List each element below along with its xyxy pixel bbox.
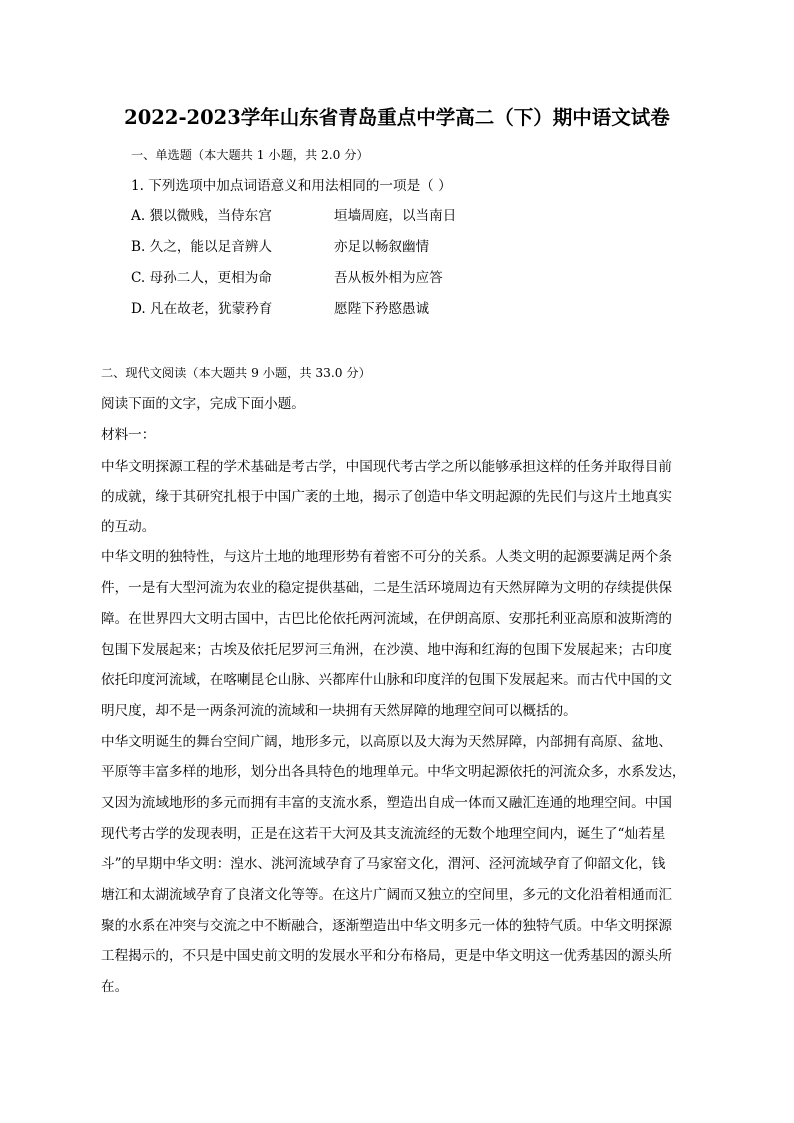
passage-line: 平原等丰富多样的地形，划分出各具特色的地理单元。中华文明起源依托的河流众多，水系发达，	[101, 764, 686, 780]
option-d-left: D. 凡在故老，犹蒙矜育	[131, 301, 273, 317]
option-a-row	[131, 206, 551, 226]
option-c-right: 吾从板外相为应答	[334, 270, 443, 286]
passage-line: 的互动。	[101, 519, 156, 535]
passage-line: 又因为流域地形的多元而拥有丰富的支流水系，塑造出自成一体而又融汇连通的地理空间。中国	[101, 795, 672, 811]
passage-line: 在。	[101, 979, 129, 995]
passage-line: 工程揭示的，不只是中国史前文明的发展水平和分布格局，更是中华文明这一优秀基因的源头所	[101, 948, 672, 964]
passage-line: 件，一是有大型河流为农业的稳定提供基础，二是生活环境周边有天然屏障为文明的存续提供保	[101, 580, 672, 596]
material-label: 材料一：	[101, 427, 156, 443]
passage-line: 障。在世界四大文明古国中，古巴比伦依托两河流域，在伊朗高原、安那托利亚高原和波斯湾的	[101, 611, 672, 627]
passage-line: 塘江和太湖流域孕育了良渚文化等等。在这片广阔而又独立的空间里，多元的文化沿着相通而汇	[101, 887, 672, 903]
passage-line: 斗”的早期中华文明：湟水、洮河流域孕育了马家窑文化，渭河、泾河流域孕育了仰韶文化，钱	[101, 856, 666, 872]
passage-line: 现代考古学的发现表明，正是在这若干大河及其支流流经的无数个地理空间内，诞生了“灿若星	[101, 826, 666, 842]
section2-heading: 二、现代文阅读（本大题共 9 小题，共 33.0 分）	[101, 366, 371, 380]
passage-line: 聚的水系在冲突与交流之中不断融合，逐渐塑造出中华文明多元一体的独特气质。中华文明探源	[101, 918, 672, 934]
passage-line: 中华文明探源工程的学术基础是考古学，中国现代考古学之所以能够承担这样的任务并取得目前	[101, 459, 672, 475]
reading-instruction: 阅读下面的文字，完成下面小题。	[101, 396, 305, 412]
passage-line: 中华文明的独特性，与这片土地的地理形势有着密不可分的关系。人类文明的起源要满足两个条	[101, 549, 672, 565]
option-b-left: B. 久之，能以足音辨人	[131, 239, 272, 255]
passage-line: 依托印度河流域，在喀喇昆仑山脉、兴都库什山脉和印度洋的包围下发展起来。而古代中国的文	[101, 672, 672, 688]
option-c-row	[131, 268, 551, 288]
option-b-row	[131, 237, 551, 257]
option-a-left: A. 猥以微贱，当侍东宫	[131, 208, 272, 224]
passage-line: 的成就，缘于其研究扎根于中国广袤的土地，揭示了创造中华文明起源的先民们与这片土地真实	[101, 489, 672, 505]
material-passage	[101, 457, 693, 1017]
passage-line: 中华文明诞生的舞台空间广阔，地形多元，以高原以及大海为天然屏障，内部拥有高原、盆地、	[101, 734, 672, 750]
option-d-right: 愿陛下矜愍愚诚	[334, 301, 430, 317]
option-d-row	[131, 299, 551, 319]
passage-line: 明尺度，却不是一两条河流的流域和一块拥有天然屏障的地理空间可以概括的。	[101, 703, 577, 719]
option-a-right: 垣墙周庭，以当南日	[334, 208, 457, 224]
option-c-left: C. 母孙二人，更相为命	[131, 270, 272, 286]
passage-line: 包围下发展起来；古埃及依托尼罗河三角洲，在沙漠、地中海和红海的包围下发展起来；古印度	[101, 642, 672, 658]
question-1-stem: 1. 下列选项中加点词语意义和用法相同的一项是（ ）	[131, 178, 452, 194]
exam-title: 2022-2023学年山东省青岛重点中学高二（下）期中语文试卷	[124, 106, 670, 129]
section1-heading: 一、单选题（本大题共 1 小题，共 2.0 分）	[131, 148, 369, 162]
option-b-right: 亦足以畅叙幽情	[334, 239, 430, 255]
